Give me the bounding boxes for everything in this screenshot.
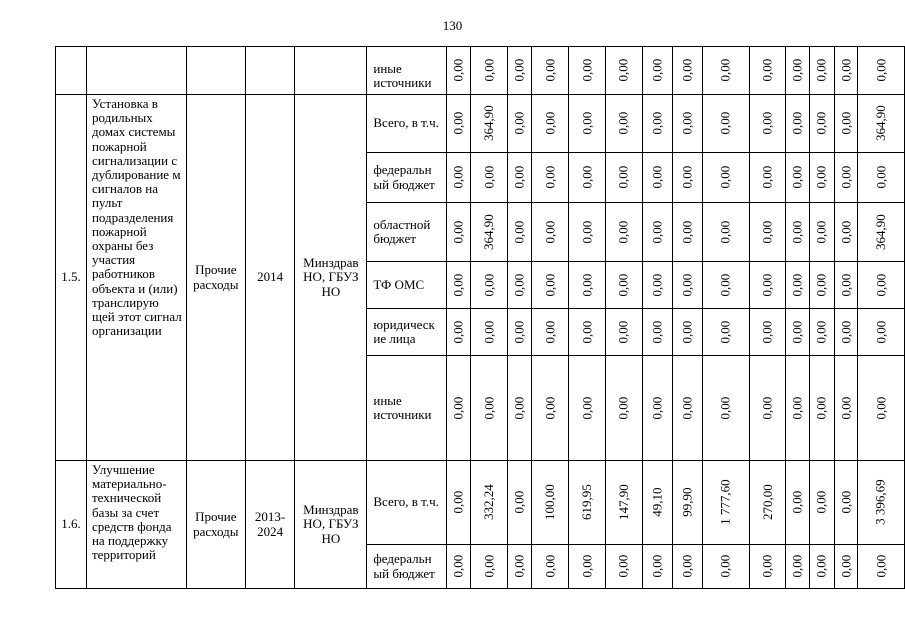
value-cell: 0,00: [810, 203, 834, 262]
value-cell: 0,00: [471, 47, 508, 95]
value-cell: 0,00: [858, 356, 905, 461]
value-cell: 0,00: [507, 47, 531, 95]
value-cell: 0,00: [446, 545, 470, 589]
item-expense: Прочие расходы: [186, 95, 245, 461]
value-cell: 0,00: [749, 309, 786, 356]
value-cell: 0,00: [810, 153, 834, 203]
item-period: 2014: [245, 95, 295, 461]
value-cell: 0,00: [532, 153, 569, 203]
value-cell: 0,00: [605, 262, 642, 309]
value-cell: 99,90: [672, 461, 702, 545]
value-cell: 3 396,69: [858, 461, 905, 545]
value-cell: 0,00: [507, 461, 531, 545]
value-cell: 0,00: [810, 356, 834, 461]
value-cell: 0,00: [672, 262, 702, 309]
value-cell: 0,00: [810, 545, 834, 589]
source-label: иные источники: [367, 356, 446, 461]
value-cell: 0,00: [834, 262, 858, 309]
value-cell: 0,00: [507, 153, 531, 203]
value-cell: 0,00: [858, 47, 905, 95]
value-cell: 0,00: [834, 47, 858, 95]
value-cell: 0,00: [446, 153, 470, 203]
source-label: Всего, в т.ч.: [367, 461, 446, 545]
value-cell: 0,00: [703, 153, 750, 203]
value-cell: 0,00: [749, 203, 786, 262]
value-cell: 0,00: [642, 47, 672, 95]
value-cell: 0,00: [642, 309, 672, 356]
value-cell: 1 777,60: [703, 461, 750, 545]
value-cell: 0,00: [858, 309, 905, 356]
value-cell: 0,00: [446, 461, 470, 545]
value-cell: 0,00: [569, 95, 606, 153]
carry-cell-period: [245, 47, 295, 95]
carry-row: [56, 47, 905, 95]
value-cell: 619,95: [569, 461, 606, 545]
value-cell: 364,90: [471, 203, 508, 262]
value-cell: 0,00: [786, 95, 810, 153]
value-cell: 0,00: [703, 356, 750, 461]
value-cell: 0,00: [834, 461, 858, 545]
value-cell: 0,00: [446, 203, 470, 262]
value-cell: 0,00: [507, 356, 531, 461]
value-cell: 0,00: [672, 153, 702, 203]
value-cell: 0,00: [532, 356, 569, 461]
value-cell: 0,00: [605, 545, 642, 589]
item-executor: Минздрав НО, ГБУЗ НО: [295, 95, 367, 461]
value-cell: 0,00: [810, 47, 834, 95]
value-cell: 0,00: [507, 203, 531, 262]
value-cell: 0,00: [446, 95, 470, 153]
value-cell: 147,90: [605, 461, 642, 545]
value-cell: 0,00: [810, 95, 834, 153]
value-cell: 0,00: [786, 461, 810, 545]
value-cell: 0,00: [810, 461, 834, 545]
value-cell: 0,00: [605, 309, 642, 356]
value-cell: 270,00: [749, 461, 786, 545]
value-cell: 0,00: [749, 47, 786, 95]
value-cell: 0,00: [834, 356, 858, 461]
value-cell: 0,00: [786, 153, 810, 203]
value-cell: 0,00: [642, 153, 672, 203]
value-cell: 0,00: [446, 356, 470, 461]
value-cell: 0,00: [507, 545, 531, 589]
value-cell: 0,00: [532, 47, 569, 95]
source-label: иные источники: [367, 47, 446, 95]
value-cell: 0,00: [749, 356, 786, 461]
value-cell: 0,00: [471, 309, 508, 356]
value-cell: 0,00: [642, 545, 672, 589]
value-cell: 0,00: [749, 262, 786, 309]
value-cell: 0,00: [834, 203, 858, 262]
value-cell: 0,00: [446, 309, 470, 356]
value-cell: 0,00: [569, 153, 606, 203]
item-row: [56, 95, 905, 153]
item-name: Установка в родильных домах системы пожарной сигнализации с дублирование м сигналов на пульт подразделения пожарной охраны без участия работников объекта и (или) транслирую щей этот сигнал организации: [86, 95, 186, 461]
value-cell: 0,00: [703, 545, 750, 589]
item-number: 1.6.: [56, 461, 87, 589]
source-label: федеральн ый бюджет: [367, 545, 446, 589]
carry-cell-no: [56, 47, 87, 95]
value-cell: 0,00: [703, 47, 750, 95]
value-cell: 0,00: [605, 356, 642, 461]
item-number: 1.5.: [56, 95, 87, 461]
value-cell: 0,00: [786, 203, 810, 262]
value-cell: 0,00: [507, 309, 531, 356]
value-cell: 0,00: [749, 95, 786, 153]
value-cell: 0,00: [858, 153, 905, 203]
value-cell: 332,24: [471, 461, 508, 545]
item-name: Улучшение материально- технической базы за счет средств фонда на поддержку территорий: [86, 461, 186, 589]
value-cell: 364,90: [471, 95, 508, 153]
value-cell: 0,00: [786, 356, 810, 461]
value-cell: 0,00: [834, 545, 858, 589]
value-cell: 0,00: [810, 262, 834, 309]
value-cell: 0,00: [569, 203, 606, 262]
value-cell: 0,00: [569, 47, 606, 95]
value-cell: 0,00: [786, 47, 810, 95]
value-cell: 0,00: [672, 309, 702, 356]
value-cell: 0,00: [672, 95, 702, 153]
value-cell: 0,00: [471, 356, 508, 461]
carry-cell-executor: [295, 47, 367, 95]
item-executor: Минздрав НО, ГБУЗ НО: [295, 461, 367, 589]
source-label: юридическ ие лица: [367, 309, 446, 356]
value-cell: 0,00: [642, 356, 672, 461]
value-cell: 0,00: [858, 262, 905, 309]
value-cell: 0,00: [672, 545, 702, 589]
value-cell: 0,00: [703, 262, 750, 309]
value-cell: 0,00: [703, 203, 750, 262]
value-cell: 0,00: [532, 309, 569, 356]
value-cell: 0,00: [569, 309, 606, 356]
value-cell: 49,10: [642, 461, 672, 545]
value-cell: 0,00: [642, 203, 672, 262]
value-cell: 0,00: [471, 153, 508, 203]
item-row: [56, 461, 905, 545]
value-cell: 0,00: [532, 203, 569, 262]
value-cell: 0,00: [605, 203, 642, 262]
value-cell: 0,00: [446, 47, 470, 95]
value-cell: 0,00: [749, 545, 786, 589]
value-cell: 0,00: [532, 95, 569, 153]
value-cell: 0,00: [471, 545, 508, 589]
value-cell: 0,00: [672, 203, 702, 262]
value-cell: 0,00: [642, 95, 672, 153]
value-cell: 0,00: [834, 95, 858, 153]
value-cell: 0,00: [471, 262, 508, 309]
value-cell: 0,00: [605, 47, 642, 95]
source-label: федеральн ый бюджет: [367, 153, 446, 203]
value-cell: 0,00: [786, 545, 810, 589]
value-cell: 364,90: [858, 95, 905, 153]
carry-cell-name: [86, 47, 186, 95]
carry-cell-expense: [186, 47, 245, 95]
page-number: 130: [442, 18, 463, 33]
value-cell: 0,00: [786, 262, 810, 309]
value-cell: 0,00: [749, 153, 786, 203]
value-cell: 0,00: [672, 47, 702, 95]
value-cell: 0,00: [446, 262, 470, 309]
value-cell: 0,00: [786, 309, 810, 356]
source-label: ТФ ОМС: [367, 262, 446, 309]
value-cell: 0,00: [858, 545, 905, 589]
value-cell: 0,00: [834, 309, 858, 356]
value-cell: 0,00: [703, 95, 750, 153]
budget-table: [55, 46, 905, 589]
value-cell: 0,00: [605, 153, 642, 203]
source-label: Всего, в т.ч.: [367, 95, 446, 153]
value-cell: 0,00: [605, 95, 642, 153]
value-cell: 0,00: [569, 545, 606, 589]
value-cell: 0,00: [672, 356, 702, 461]
item-expense: Прочие расходы: [186, 461, 245, 589]
source-label: областной бюджет: [367, 203, 446, 262]
value-cell: 0,00: [703, 309, 750, 356]
value-cell: 0,00: [810, 309, 834, 356]
value-cell: 0,00: [507, 262, 531, 309]
value-cell: 0,00: [532, 545, 569, 589]
value-cell: 0,00: [642, 262, 672, 309]
value-cell: 0,00: [532, 262, 569, 309]
value-cell: 0,00: [569, 356, 606, 461]
item-period: 2013- 2024: [245, 461, 295, 589]
value-cell: 0,00: [569, 262, 606, 309]
value-cell: 0,00: [834, 153, 858, 203]
value-cell: 100,00: [532, 461, 569, 545]
value-cell: 0,00: [507, 95, 531, 153]
value-cell: 364,90: [858, 203, 905, 262]
